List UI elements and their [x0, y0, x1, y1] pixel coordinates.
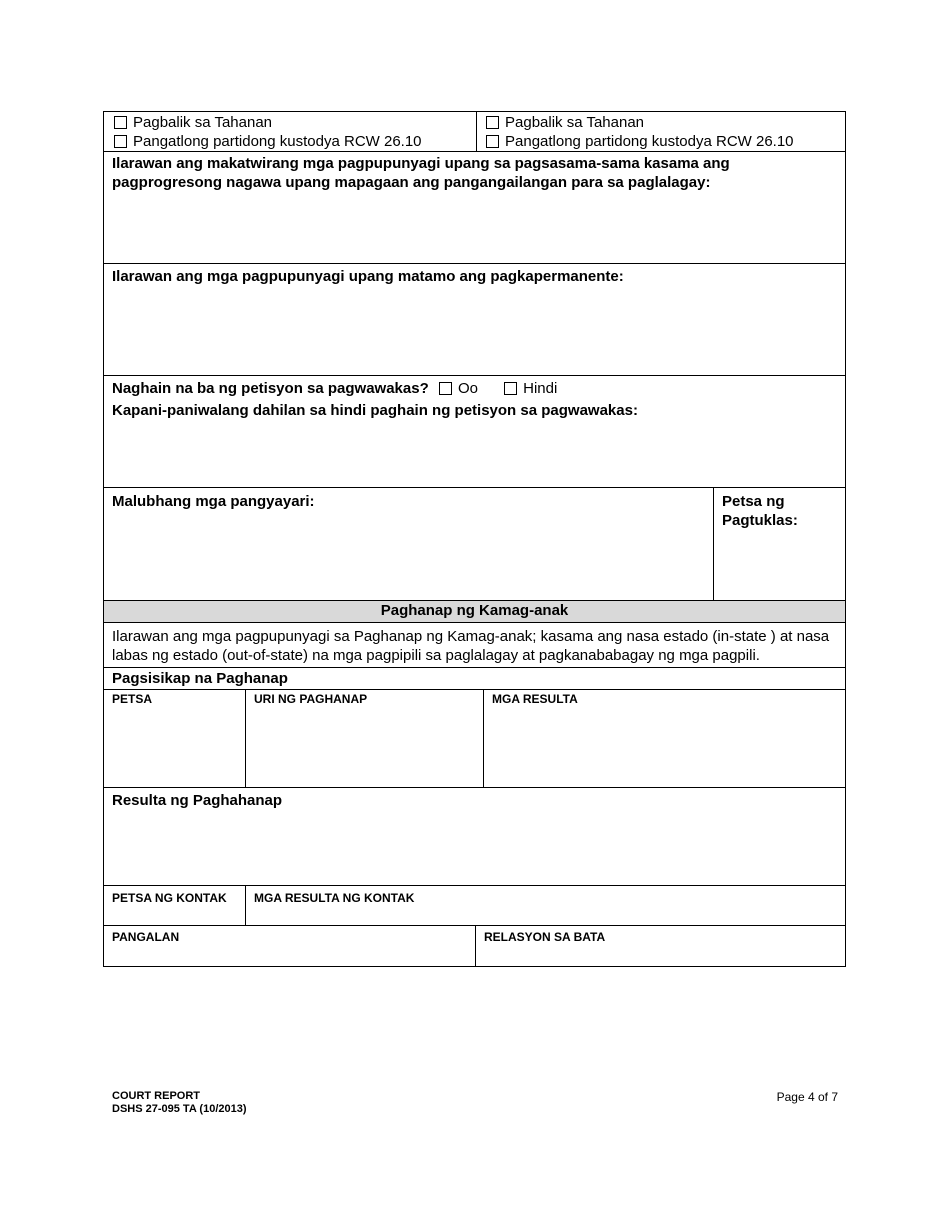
- reasonable-efforts-section[interactable]: [103, 152, 846, 264]
- termination-question: Naghain na ba ng petisyon sa pagwawakas?: [112, 380, 429, 397]
- checkbox[interactable]: [114, 116, 127, 129]
- relative-search-header: Paghanap ng Kamag-anak: [103, 601, 846, 623]
- option-return-home-right[interactable]: Pagbalik sa Tahanan: [486, 113, 845, 132]
- contact-row: [103, 886, 846, 926]
- permanency-efforts-section[interactable]: [103, 264, 846, 376]
- search-effort-row: [103, 668, 846, 690]
- checkbox-no[interactable]: [504, 382, 517, 395]
- yes-label: Oo: [457, 380, 478, 397]
- option-third-party-right[interactable]: Pangatlong partidong kustodya RCW 26.10: [486, 132, 845, 151]
- footer-form-info: [112, 1090, 247, 1116]
- relative-search-description: Ilarawan ang mga pagpupunyagi sa Paghanap ng Kamag-anak; kasama ang nasa estado (in-state ) at nasa labas ng estado (out-of-state) na mga pagpipili sa paglalagay at pagkanababagay ng mga pagpili.: [103, 623, 846, 668]
- placement-options-right: [476, 112, 845, 151]
- termination-reason-label: Kapani-paniwalang dahilan sa hindi paghain ng petisyon sa pagwawakas:: [112, 402, 638, 419]
- aggravated-circumstances-section: [103, 488, 846, 601]
- col-date[interactable]: PETSA: [112, 692, 153, 706]
- checkbox[interactable]: [114, 135, 127, 148]
- name-relationship-row: [103, 926, 846, 967]
- no-label: Hindi: [523, 380, 558, 397]
- reasonable-efforts-label: Ilarawan ang makatwirang mga pagpupunyagi upang sa pagsasama-sama kasama ang pagprogresong nagawa upang mapagaan ang pangangailangan para sa paglalagay:: [112, 155, 730, 191]
- search-effort-title: Pagsisikap na Paghanap: [112, 670, 288, 687]
- placement-options-left: [104, 112, 476, 151]
- discovery-date-label: Petsa ng Pagtuklas:: [722, 493, 798, 529]
- checkbox[interactable]: [486, 135, 499, 148]
- col-results[interactable]: MGA RESULTA: [483, 690, 845, 787]
- option-return-home-left[interactable]: Pagbalik sa Tahanan: [114, 113, 476, 132]
- option-third-party-left[interactable]: Pangatlong partidong kustodya RCW 26.10: [114, 132, 476, 151]
- placement-options-row: [103, 111, 846, 152]
- relationship-field[interactable]: RELASYON SA BATA: [475, 926, 845, 966]
- permanency-efforts-label: Ilarawan ang mga pagpupunyagi upang matamo ang pagkapermanente:: [112, 268, 624, 285]
- contact-results-field[interactable]: MGA RESULTA NG KONTAK: [245, 886, 845, 925]
- court-report-form: [103, 111, 846, 967]
- aggravated-label: Malubhang mga pangyayari:: [112, 493, 315, 510]
- search-effort-table: [103, 690, 846, 788]
- footer-doc-title: COURT REPORT: [112, 1090, 200, 1102]
- contact-date-field[interactable]: PETSA NG KONTAK: [112, 891, 227, 905]
- aggravated-field[interactable]: [104, 488, 713, 600]
- checkbox-yes[interactable]: [439, 382, 452, 395]
- search-results-title: Resulta ng Paghahanap: [112, 792, 283, 809]
- col-search-type[interactable]: URI NG PAGHANAP: [245, 690, 483, 787]
- search-results-section[interactable]: [103, 788, 846, 886]
- termination-petition-section: [103, 376, 846, 488]
- checkbox[interactable]: [486, 116, 499, 129]
- discovery-date-field[interactable]: [713, 488, 845, 600]
- page-number: Page 4 of 7: [776, 1090, 838, 1104]
- footer-form-id: DSHS 27-095 TA (10/2013): [112, 1103, 247, 1115]
- termination-question-line: [112, 379, 837, 398]
- name-field[interactable]: PANGALAN: [112, 930, 180, 944]
